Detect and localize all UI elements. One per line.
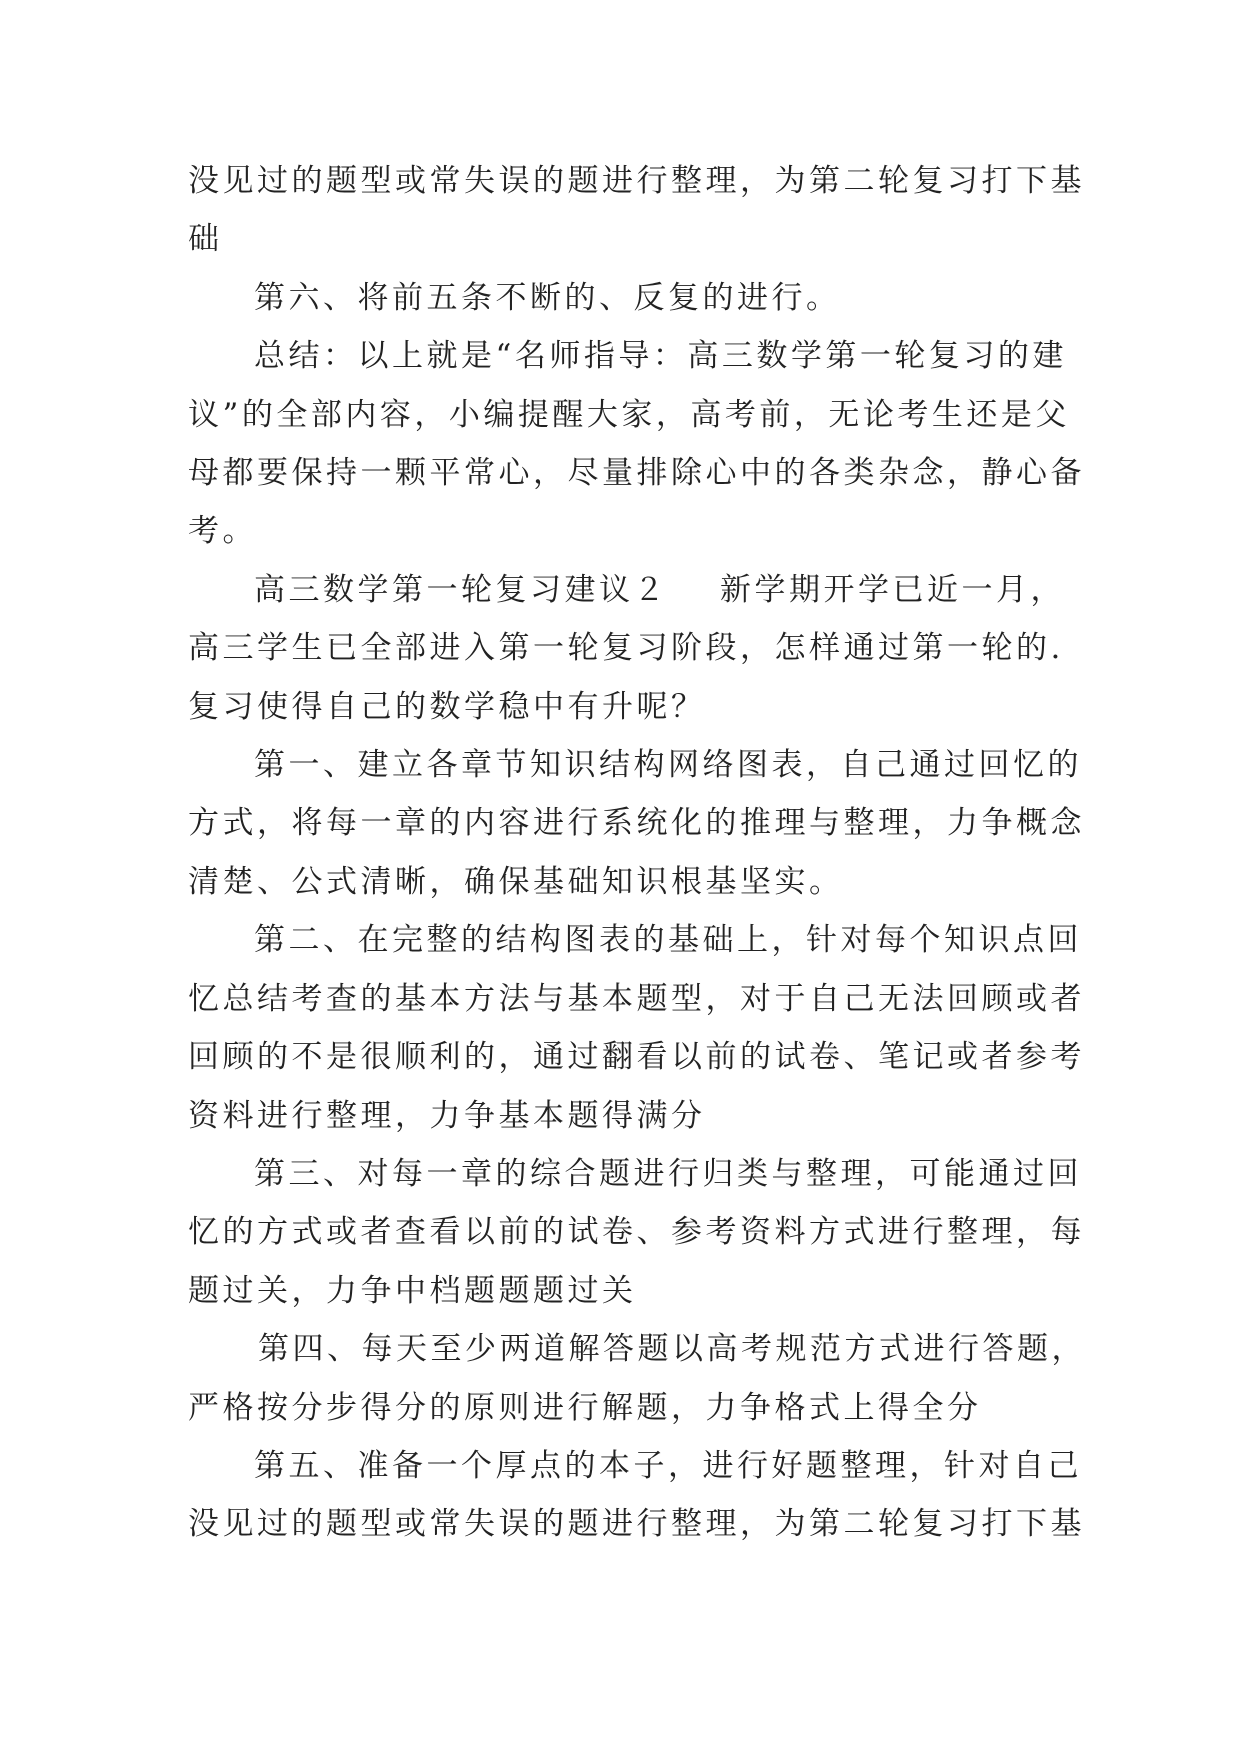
text-line: 母都要保持一颗平常心，尽量排除心中的各类杂念，静心备: [188, 455, 1085, 492]
section-heading-line: [188, 561, 1065, 619]
paragraph-item-2: 第二、在完整的结构图表的基础上，针对每个知识点回: [254, 922, 1082, 959]
summary-paragraph: 总结：以上就是“名师指导：高三数学第一轮复习的建: [254, 338, 1067, 375]
text-line: 础: [188, 221, 223, 258]
paragraph-item-4: 第四、每天至少两道解答题以高考规范方式进行答题，: [258, 1331, 1086, 1368]
section-heading: 高三数学第一轮复习建议２: [254, 571, 668, 608]
paragraph-item-3: 第三、对每一章的综合题进行归类与整理，可能通过回: [254, 1155, 1082, 1192]
paragraph-item-6: 第六、将前五条不断的、反复的进行。: [254, 279, 841, 316]
paragraph-item-1: 第一、建立各章节知识结构网络图表，自己通过回忆的: [254, 747, 1082, 784]
text-line: 忆总结考查的基本方法与基本题型，对于自己无法回顾或者: [188, 980, 1085, 1017]
text-line: 回顾的不是很顺利的，通过翻看以前的试卷、笔记或者参考: [188, 1039, 1085, 1076]
text-line: 资料进行整理，力争基本题得满分: [188, 1097, 706, 1134]
text-line: 没见过的题型或常失误的题进行整理，为第二轮复习打下基: [188, 163, 1085, 199]
text-line: 方式，将每一章的内容进行系统化的推理与整理，力争概念: [188, 805, 1085, 842]
text-line: 没见过的题型或常失误的题进行整理，为第二轮复习打下基: [188, 1506, 1085, 1543]
text-line: 议”的全部内容，小编提醒大家，高考前，无论考生还是父: [188, 396, 1070, 433]
text-line: 严格按分步得分的原则进行解题，力争格式上得全分: [188, 1389, 982, 1426]
paragraph-item-5: 第五、准备一个厚点的本子，进行好题整理，针对自己: [254, 1447, 1082, 1484]
text-line: 考。: [188, 513, 257, 550]
text-line: 复习使得自己的数学稳中有升呢？: [188, 688, 706, 725]
text-line: 忆的方式或者查看以前的试卷、参考资料方式进行整理，每: [188, 1214, 1085, 1251]
document-body: [188, 152, 1086, 1554]
text-line: 高三学生已全部进入第一轮复习阶段，怎样通过第一轮的.: [188, 630, 1064, 667]
intro-text: 新学期开学已近一月，: [720, 571, 1065, 608]
text-line: 题过关，力争中档题题题过关: [188, 1272, 637, 1309]
text-line: 清楚、公式清晰，确保基础知识根基坚实。: [188, 863, 844, 900]
